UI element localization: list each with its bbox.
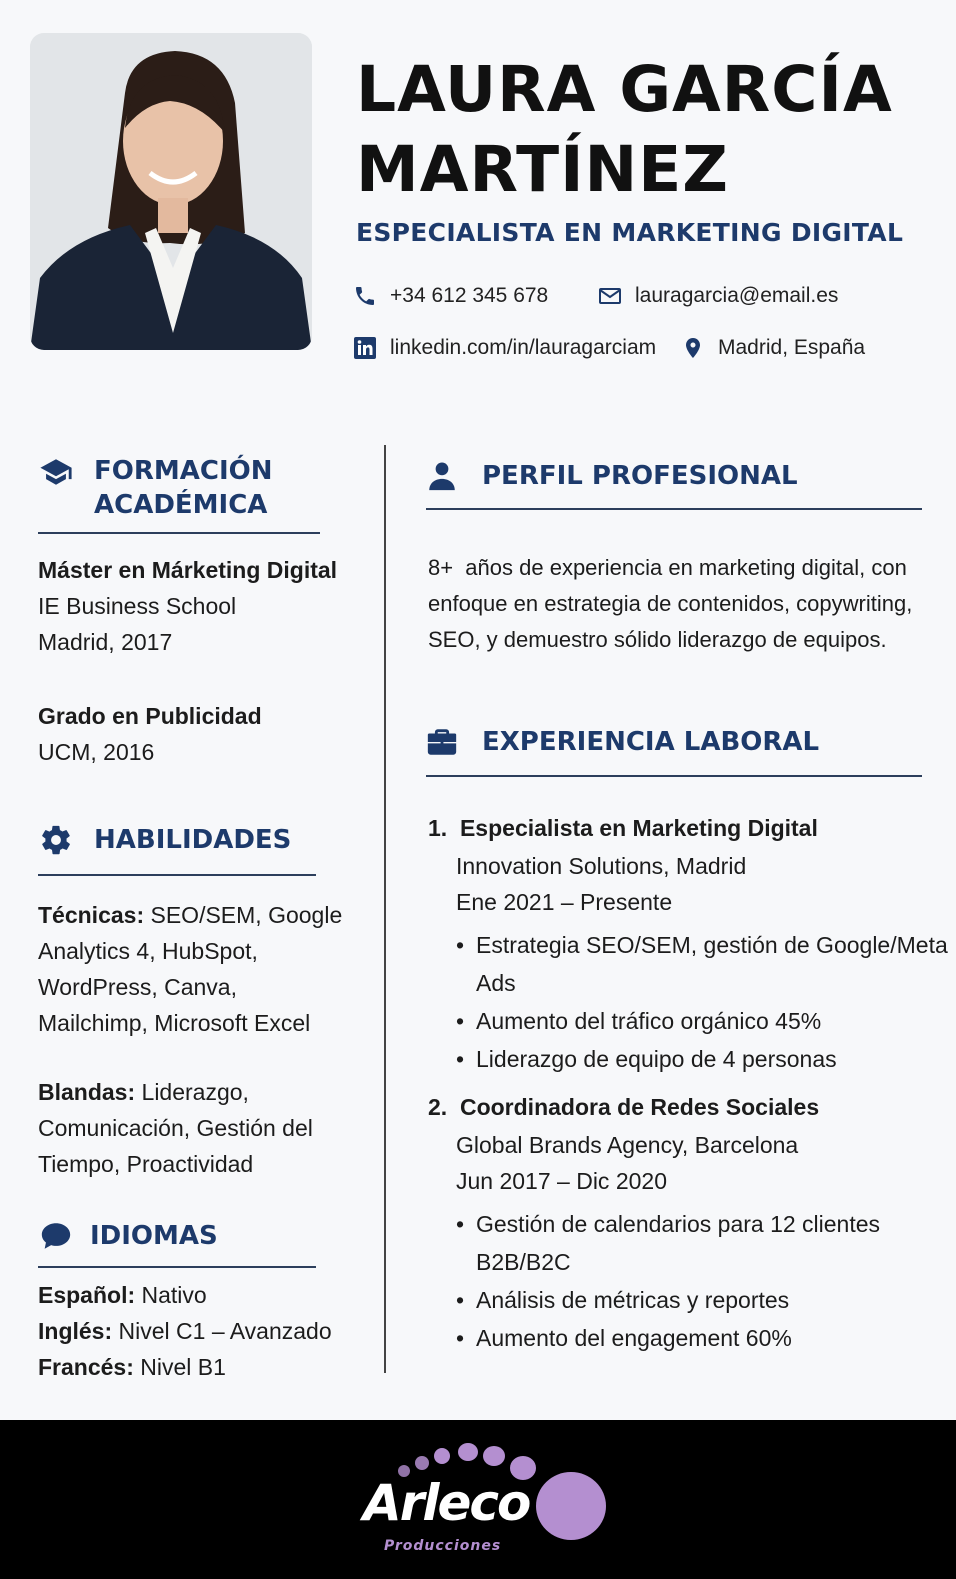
logo-subtitle: Producciones bbox=[384, 1538, 502, 1554]
briefcase-icon bbox=[424, 724, 460, 760]
contact-email[interactable] bbox=[597, 283, 838, 309]
job-item-1 bbox=[428, 810, 956, 1078]
education-heading-line1: FORMACIÓN bbox=[94, 456, 273, 486]
profile-line3: SEO, y demuestro sólido liderazgo de equipos. bbox=[428, 627, 887, 652]
email-text: lauragarcia@email.es bbox=[635, 284, 839, 307]
job-bullets bbox=[456, 926, 956, 1078]
profile-line2: enfoque en estrategia de contenidos, copywriting, bbox=[428, 591, 913, 616]
language-label: Francés: bbox=[38, 1354, 134, 1380]
language-item bbox=[38, 1277, 332, 1313]
profile-line1: 8+ años de experiencia en marketing digital, con bbox=[428, 555, 907, 580]
list-item: • Liderazgo de equipo de 4 personas bbox=[456, 1040, 956, 1078]
phone-icon bbox=[352, 283, 378, 309]
profile-photo bbox=[30, 33, 312, 350]
job-title: ESPECIALISTA EN MARKETING DIGITAL bbox=[356, 218, 904, 247]
job-company: Global Brands Agency, Barcelona bbox=[456, 1132, 799, 1158]
technical-label: Técnicas: bbox=[38, 902, 145, 928]
education-heading-line2: ACADÉMICA bbox=[94, 490, 268, 520]
skills-technical bbox=[38, 897, 342, 1041]
language-level: Nivel C1 – Avanzado bbox=[118, 1318, 332, 1344]
linkedin-text: linkedin.com/in/lauragarciam bbox=[390, 336, 657, 359]
job-role: Especialista en Marketing Digital bbox=[459, 815, 818, 841]
gear-icon bbox=[38, 822, 74, 858]
degree-title: Grado en Publicidad bbox=[38, 703, 262, 729]
technical-line1: SEO/SEM, Google bbox=[150, 902, 343, 928]
languages-heading bbox=[38, 1218, 218, 1254]
list-item: • Estrategia SEO/SEM, gestión de Google/Meta Ads bbox=[456, 926, 956, 1002]
user-icon bbox=[424, 458, 460, 494]
job-dates: Ene 2021 – Presente bbox=[456, 889, 673, 915]
soft-line1: Liderazgo, bbox=[141, 1079, 249, 1105]
arleco-logo bbox=[360, 1438, 620, 1563]
list-item: • Gestión de calendarios para 12 clientes B2B/B2C bbox=[456, 1205, 956, 1281]
contact-linkedin[interactable] bbox=[352, 335, 656, 361]
linkedin-icon bbox=[352, 335, 378, 361]
education-heading bbox=[38, 454, 273, 522]
languages-list bbox=[38, 1277, 332, 1385]
experience-heading bbox=[424, 724, 819, 760]
school-name: UCM, 2016 bbox=[38, 739, 155, 765]
profile-heading bbox=[424, 458, 798, 494]
technical-line4: Mailchimp, Microsoft Excel bbox=[38, 1010, 311, 1036]
footer-bar bbox=[0, 1420, 956, 1579]
languages-heading-label: IDIOMAS bbox=[90, 1221, 218, 1251]
location-text: Madrid, España bbox=[718, 336, 866, 359]
profile-summary bbox=[428, 550, 912, 658]
soft-label: Blandas: bbox=[38, 1079, 136, 1105]
job-bullets bbox=[456, 1205, 956, 1357]
language-level: Nativo bbox=[141, 1282, 207, 1308]
language-level: Nivel B1 bbox=[140, 1354, 226, 1380]
soft-line3: Tiempo, Proactividad bbox=[38, 1151, 254, 1177]
logo-wordmark: Arleco bbox=[363, 1474, 530, 1532]
soft-line2: Comunicación, Gestión del bbox=[38, 1115, 313, 1141]
list-item: • Análisis de métricas y reportes bbox=[456, 1281, 956, 1319]
job-dates: Jun 2017 – Dic 2020 bbox=[456, 1168, 667, 1194]
profile-heading-label: PERFIL PROFESIONAL bbox=[482, 461, 798, 491]
job-number: 1. bbox=[428, 815, 448, 841]
education-item-1 bbox=[38, 552, 337, 660]
skills-heading-label: HABILIDADES bbox=[94, 825, 292, 855]
phone-text: +34 612 345 678 bbox=[390, 284, 549, 307]
contact-phone[interactable] bbox=[352, 283, 548, 309]
list-item: • Aumento del engagement 60% bbox=[456, 1319, 956, 1357]
language-item bbox=[38, 1313, 332, 1349]
full-name: LAURA GARCÍA MARTÍNEZ bbox=[356, 53, 893, 206]
skills-soft bbox=[38, 1074, 313, 1182]
speech-bubble-icon bbox=[38, 1218, 74, 1254]
experience-heading-label: EXPERIENCIA LABORAL bbox=[482, 727, 820, 757]
education-item-2 bbox=[38, 698, 262, 770]
school-name: IE Business School bbox=[38, 593, 237, 619]
graduation-cap-icon bbox=[38, 454, 74, 490]
envelope-icon bbox=[597, 283, 623, 309]
technical-line2: Analytics 4, HubSpot, bbox=[38, 938, 258, 964]
experience-rule bbox=[426, 775, 922, 777]
education-rule bbox=[38, 532, 320, 534]
languages-rule bbox=[38, 1266, 316, 1268]
school-place-year: Madrid, 2017 bbox=[38, 629, 173, 655]
list-item: • Aumento del tráfico orgánico 45% bbox=[456, 1002, 956, 1040]
job-company: Innovation Solutions, Madrid bbox=[456, 853, 747, 879]
location-pin-icon bbox=[680, 335, 706, 361]
technical-line3: WordPress, Canva, bbox=[38, 974, 237, 1000]
degree-title: Máster en Márketing Digital bbox=[38, 557, 338, 583]
job-role: Coordinadora de Redes Sociales bbox=[459, 1094, 820, 1120]
contact-location bbox=[680, 335, 865, 361]
skills-rule bbox=[38, 874, 316, 876]
job-number: 2. bbox=[428, 1094, 448, 1120]
language-label: Inglés: bbox=[38, 1318, 113, 1344]
column-divider bbox=[384, 445, 386, 1373]
language-item bbox=[38, 1349, 332, 1385]
language-label: Español: bbox=[38, 1282, 136, 1308]
job-item-2 bbox=[428, 1089, 956, 1357]
skills-heading bbox=[38, 822, 291, 858]
profile-rule bbox=[426, 508, 922, 510]
